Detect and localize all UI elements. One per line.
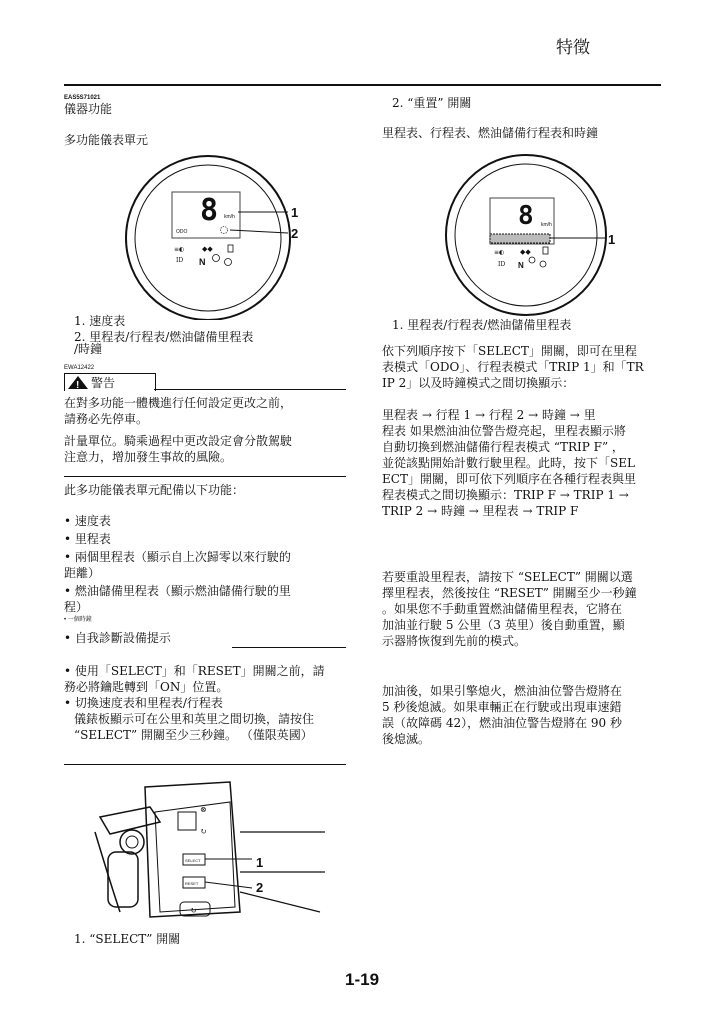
svg-text:!: ! [76, 380, 80, 390]
paragraph-select-modes: 依下列順序按下「SELECT」開關，即可在里程 表模式「ODO」、行程表模式「TRIP 1」和「TR IP 2」以及時鐘模式之間切換顯示： [382, 344, 644, 390]
fuel-icon [228, 245, 233, 252]
oil-icon [225, 259, 232, 266]
reset-button-label: RESET [185, 881, 199, 886]
lcd-unit: km/h [224, 214, 235, 220]
feature-item: • 速度表 [64, 514, 111, 528]
paragraph-fuel-warning: 加油後，如果引擎熄火，燃油油位警告燈將在 5 秒後熄滅。如果車輛正在行駛或出現車速錯 誤（故障碼 42），燃油油位警告燈將在 90 秒 後熄滅。 [382, 684, 623, 746]
warning-top-rule [154, 389, 346, 390]
meter-figure [100, 150, 340, 320]
lcd-speed-digits-2: 8 [518, 201, 534, 231]
svg-text:N: N [518, 261, 524, 270]
feature-item: • 燃油儲備里程表（顯示燃油儲備行駛的里 [64, 584, 291, 598]
section-code: EAS5S71021 [64, 95, 101, 101]
handlebar-switch-figure [90, 772, 340, 932]
callout-line-2 [230, 230, 288, 233]
features-intro: 此多功能儀表單元配備以下功能： [64, 483, 245, 497]
item-2-reset: 2. “重置” 開關 [392, 96, 472, 110]
paragraph-reset-procedure: 若要重設里程表，請按下 “SELECT” 開關以選 擇里程表，然後按住 “RESET” 開關至少一秒鐘 。如果您不手動重置燃油儲備里程表，它將在 加油並行駛 5 公里（3 英里）後自動重置，顯 示器將恢復到先前的模式。 [382, 570, 637, 648]
engine-warning-icon [213, 255, 220, 262]
paragraph-fuel-reserve: 里程表 → 行程 1 → 行程 2 → 時鐘 → 里 程表 如果燃油油位警告燈亮起，里程表顯示將 自動切換到燃油儲備行程表模式 “TRIP F” ， 並從該點開始計數行駛里程。此時，按下「SEL ECT」開關，即可依下列順序在各種行程表與里 程表模式之間切換顯示：TRIP F → TRIP 1 → TRIP 2 → 時鐘 → 里程表 → TRIP F [382, 408, 636, 518]
subheading-multifunction: 多功能儀表單元 [64, 133, 149, 147]
switch-knob [120, 830, 144, 854]
clock-icon [221, 227, 228, 234]
callout-select: 1 [256, 855, 264, 870]
warning-bottom-rule [64, 476, 346, 477]
section-heading: 儀器功能 [64, 102, 113, 116]
header-rule [64, 84, 661, 86]
fig1-caption-1: 1. 速度表 [74, 314, 126, 328]
feature-item: • 兩個里程表（顯示自上次歸零以來行駛的 [64, 550, 291, 564]
select-button-label: SELECT [185, 858, 201, 863]
note-bottom-rule [64, 764, 346, 765]
highbeam-icon: ≡◐ [174, 246, 185, 253]
engine-stop-switch [178, 812, 196, 830]
svg-text:km/h: km/h [541, 222, 552, 228]
feature-item: 程） [64, 600, 89, 614]
features-list [64, 513, 291, 646]
page-number: 1-19 [345, 970, 380, 989]
svg-text:◆◆: ◆◆ [520, 248, 531, 256]
svg-text:ID: ID [498, 261, 506, 268]
notes-block: • 使用「SELECT」和「RESET」開關之前，請 務必將鑰匙轉到「ON」位置。 • 切換速度表和里程表/行程表 儀錶板顯示可在公里和英里之間切換，請按住 “SELECT” 開關至少三秒鐘。 （僅限英國） [64, 664, 325, 742]
callout-2: 2 [291, 226, 299, 241]
callout-reset: 2 [256, 880, 264, 895]
neutral-light-icon: ID [176, 257, 184, 264]
gear-indicator: N [199, 257, 206, 267]
warning-label: 警告 [91, 376, 116, 390]
stop-switch-icon: ⊗ [200, 805, 207, 814]
fig3-caption: 1. 里程表/行程表/燃油儲備里程表 [392, 318, 572, 332]
warning-text: 在對多功能一體機進行任何設定更改之前， 請務必先停車。 計量單位。騎乘過程中更改設定會分散駕駛 注意力，增加發生事故的風險。 [64, 396, 293, 464]
start-icon: ↻ [190, 906, 197, 915]
note-top-rule [232, 647, 346, 648]
section-title: 特徵 [556, 38, 590, 58]
feature-item: • 一個時鐘 [64, 617, 92, 623]
feature-item: • 里程表 [64, 532, 111, 546]
fig1-caption-2: 2. 里程表/行程表/燃油儲備里程表 [74, 330, 254, 344]
feature-item: 距離） [64, 566, 101, 580]
warning-code: EWA12422 [64, 365, 95, 371]
subheading-odometer: 里程表、行程表、燃油儲備行程表和時鐘 [382, 126, 599, 140]
odometer-area-highlight [490, 234, 550, 243]
run-switch-icon: ↻ [200, 827, 207, 836]
callout-line-reset [205, 882, 252, 888]
lcd-speed-digits: 8 [200, 193, 219, 228]
meter-figure-odometer [440, 150, 640, 320]
callout-odometer: 1 [608, 232, 616, 247]
feature-item: • 自我診斷設備提示 [64, 631, 171, 645]
warning-label-box [64, 373, 156, 391]
fig2-caption: 1. “SELECT” 開關 [74, 932, 181, 946]
callout-1: 1 [291, 205, 299, 220]
turn-signal-icon: ◆◆ [202, 245, 213, 253]
fig1-caption-3: /時鐘 [74, 342, 103, 356]
svg-text:ODO: ODO [176, 229, 188, 235]
svg-text:≡◐: ≡◐ [494, 249, 505, 256]
warning-triangle-icon [67, 375, 89, 390]
